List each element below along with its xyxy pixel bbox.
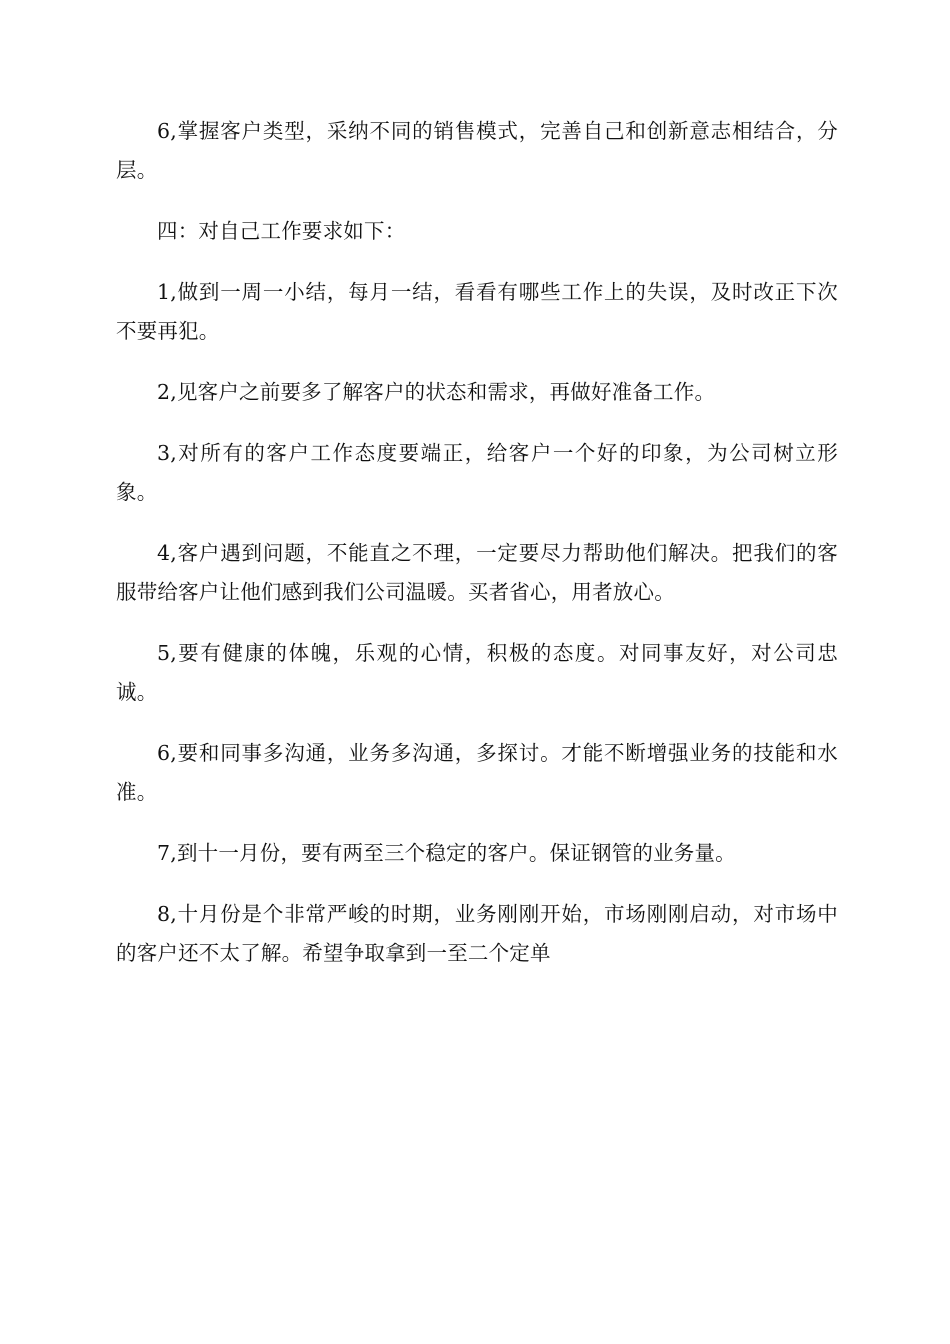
paragraph-item-3-attitude: 3,对所有的客户工作态度要端正，给客户一个好的印象，为公司树立形象。 (116, 441, 838, 504)
paragraph-item-1-weekly-summary: 1,做到一周一小结，每月一结，看看有哪些工作上的失误，及时改正下次不要再犯。 (116, 280, 838, 343)
paragraph-item-7-november-goal: 7,到十一月份，要有两至三个稳定的客户。保证钢管的业务量。 (157, 841, 736, 865)
paragraph-item-5-health-attitude: 5,要有健康的体魄，乐观的心情，积极的态度。对同事友好，对公司忠诚。 (116, 641, 838, 704)
paragraph-item-6-customer-types: 6,掌握客户类型，采纳不同的销售模式，完善自己和创新意志相结合，分层。 (116, 119, 838, 182)
paragraph-item-6-communication: 6,要和同事多沟通，业务多沟通，多探讨。才能不断增强业务的技能和水准。 (116, 741, 838, 804)
document-body (116, 112, 838, 995)
paragraph-item-8-october-goal: 8,十月份是个非常严峻的时期，业务刚刚开始，市场刚刚启动，对市场中的客户还不太了解。希望争取拿到一至二个定单 (116, 902, 838, 965)
paragraph-item-4-help-customers: 4,客户遇到问题，不能直之不理，一定要尽力帮助他们解决。把我们的客服带给客户让他们感到我们公司温暖。买者省心，用者放心。 (116, 541, 838, 604)
paragraph-item-2-prepare-before-meeting: 2,见客户之前要多了解客户的状态和需求，再做好准备工作。 (157, 380, 716, 404)
section-heading-work-requirements: 四：对自己工作要求如下： (157, 219, 406, 243)
